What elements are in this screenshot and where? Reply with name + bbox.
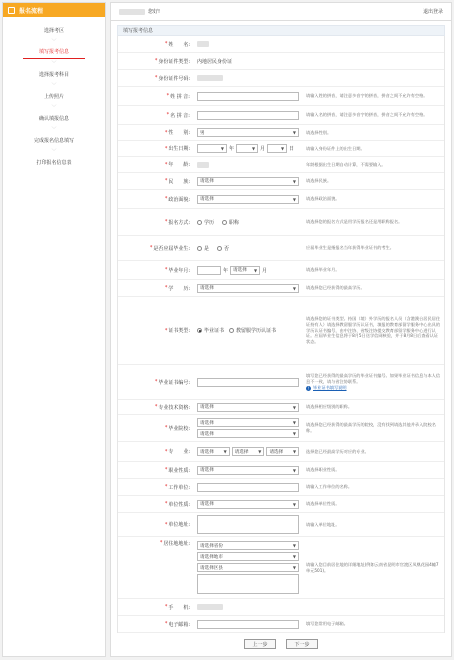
row-occupation: * 职业性质: 请选择 ▼ 请选择职业性质。 (118, 462, 444, 479)
chevron-down-icon: ﹀ (51, 104, 57, 111)
cert-overseas-radio[interactable]: 教留服学历认证书 (229, 327, 276, 334)
political-select[interactable]: 请选择 ▼ (197, 195, 299, 204)
employer-address-textarea[interactable] (197, 515, 299, 534)
row-id-number: * 身份证件号码: (118, 70, 444, 87)
cert-diploma-radio[interactable]: 毕业证书 (197, 327, 224, 334)
greeting: 您好! (119, 8, 160, 15)
row-employer-address: * 单位地址: 请输入单位地址。 (118, 513, 444, 537)
graduation-month-select[interactable]: 请选择 ▼ (230, 266, 260, 275)
birth-day-select[interactable] (267, 144, 287, 153)
row-given-pinyin: * 名 拼 音: 请输入名的拼音，请注意多音字的拼音，拼音之间不允许有空格。 (118, 106, 444, 125)
top-bar (111, 3, 451, 21)
row-gender: * 性 别: 男 ▼ 请选择性别。 (118, 125, 444, 141)
chevron-down-icon: ▼ (292, 285, 296, 291)
email-input[interactable] (197, 620, 299, 629)
sidebar-header (3, 3, 105, 17)
id-type-value: 内地居民身份证 (197, 58, 233, 65)
chevron-down-icon: ﹀ (51, 60, 57, 67)
apply-mode-education-radio[interactable]: 学历 (197, 219, 214, 226)
chevron-down-icon: ﹀ (51, 126, 57, 133)
given-pinyin-hint: 请输入名的拼音，请注意多音字的拼音，拼音之间不允许有空格。 (306, 112, 428, 118)
row-certificate-number: * 毕业证书编号: 填写您已经获得的最高学历的毕业证书编号。如果毕业证书信息与本人信息不一致，请与省注协联系。 ! 毕业证书填写说明 (118, 365, 444, 400)
row-residence: * 居住地地址: 请选择省份 ▼ 请选择地市 ▼ 请选择区县 ▼ 请输入您目前居住地的详细地址(例如云南省昆明市官渡区凤凰花园4幢7单元501)。 (118, 537, 444, 599)
chevron-down-icon: ▼ (292, 420, 296, 425)
step-list (3, 23, 105, 169)
major-class-select[interactable]: 请选择 ▼ (232, 447, 265, 456)
professional-title-select[interactable]: 请选择 ▼ (197, 403, 299, 412)
residence-district-select[interactable]: 请选择区县 ▼ (197, 563, 299, 572)
certificate-number-input[interactable] (197, 378, 299, 387)
residence-detail-textarea[interactable] (197, 574, 299, 594)
row-employer-type: * 单位性质: 请选择 ▼ 请选择单位性质。 (118, 496, 444, 513)
school-name-select[interactable]: 请选择 ▼ (197, 429, 299, 438)
step-confirm-info[interactable]: 确认填报信息 (38, 115, 69, 122)
row-certificate-type: * 证书类型: 毕业证书 教留服学历认证书 请选择您的证书类型。持国（境）外学历的报名人员（含港澳台居民居住证持有人）请选择教留服学历认证书，填报的教育部留学服务中心出具的学历认证书编号，由中注协、省级注协提交教育部留学服务中心进行认证。应届毕业生信息将于8月5日送学信网核验，并于8月8日后查看认证状态。 (118, 297, 444, 365)
residence-city-select[interactable]: 请选择地市 ▼ (197, 552, 299, 561)
row-name: * 姓 名: (118, 36, 444, 53)
certificate-help-link[interactable]: 毕业证书填写说明 (313, 385, 347, 391)
birth-year-select[interactable] (197, 144, 227, 153)
row-political: * 政治面貌: 请选择 ▼ 请选择政治面貌。 (118, 190, 444, 209)
employer-type-select[interactable]: 请选择 ▼ (197, 500, 299, 509)
main-panel (110, 2, 452, 657)
chevron-down-icon: ▼ (223, 449, 227, 454)
sidebar (2, 2, 106, 657)
apply-mode-title-radio[interactable]: 职称 (222, 219, 239, 226)
row-ethnic: * 民 族: 请选择 ▼ 请选择民族。 (118, 173, 444, 190)
chevron-down-icon: ▼ (292, 449, 297, 454)
chevron-down-icon: ▼ (251, 146, 256, 151)
chevron-down-icon: ▼ (280, 146, 285, 151)
row-email: * 电子邮箱: 填写您常用电子邮箱。 (118, 616, 444, 633)
registration-form (117, 36, 445, 633)
row-school: * 毕业院校: 请选择 ▼ 请选择 ▼ 请选择您已经获得的最高学历的院校，没有找到请选其他并录入院校名称。 (118, 415, 444, 442)
row-age: * 年 龄: 年龄根据出生日期自动计算，不需要输入。 (118, 157, 444, 173)
section-title: 填写报考信息 (117, 25, 445, 36)
redacted-mobile (197, 604, 223, 610)
chevron-down-icon: ﹀ (51, 82, 57, 89)
gender-select[interactable]: 男 ▼ (197, 128, 299, 137)
birth-month-select[interactable] (236, 144, 258, 153)
chevron-down-icon: ▼ (292, 130, 296, 135)
row-current-graduate: * 是否应届毕业生: 是 否 应届毕业生是指报名当年获得毕业证书的考生。 (118, 236, 444, 261)
chevron-down-icon: ▼ (253, 267, 258, 273)
chevron-down-icon: ▼ (258, 449, 262, 454)
redacted-name (197, 41, 209, 47)
row-professional-title: * 专业技术资格: 请选择 ▼ 请选择相应级别的职称。 (118, 400, 444, 415)
residence-province-select[interactable]: 请选择省份 ▼ (197, 541, 299, 550)
row-education: * 学 历: 请选择 ▼ 请选择您已经获得的最高学历。 (118, 280, 444, 297)
chevron-down-icon: ﹀ (51, 38, 57, 45)
row-birth-date: * 出生日期: ▼ 年 ▼ 月 ▼ 日 请输入身份证件上的出生日期。 (118, 141, 444, 157)
major-name-select[interactable]: 请选择 ▼ (266, 447, 299, 456)
row-mobile: * 手 机: (118, 599, 444, 616)
redacted-username (119, 9, 145, 15)
row-apply-mode: * 报名方式: 学历 职称 请选择您的报名方式是用学历报名还是用职称报名。 (118, 209, 444, 236)
step-print[interactable]: 打印报名信息表 (36, 159, 72, 166)
graduate-yes-radio[interactable]: 是 (197, 245, 209, 252)
prev-button[interactable]: 上一步 (244, 639, 276, 649)
redacted-id-number (197, 75, 223, 81)
info-icon: ! (307, 385, 310, 391)
row-graduation-date: * 毕业年月: 年 请选择 ▼ 月 请选择毕业年月。 (118, 261, 444, 280)
major-category-select[interactable]: 请选择 ▼ (197, 447, 230, 456)
chevron-down-icon: ▼ (292, 431, 296, 436)
step-select-subjects[interactable]: 选择报考科目 (38, 71, 69, 78)
chevron-down-icon: ﹀ (51, 148, 57, 155)
chevron-down-icon: ▼ (292, 501, 296, 507)
surname-pinyin-hint: 请输入姓的拼音，请注意多音字的拼音，拼音之间不允许有空格。 (306, 93, 428, 99)
chevron-down-icon: ▼ (292, 565, 296, 570)
step-complete[interactable]: 完成报名信息填写 (33, 137, 74, 144)
chevron-down-icon: ▼ (220, 146, 224, 151)
row-surname-pinyin: * 姓 拼 音: 请输入姓的拼音，请注意多音字的拼音，拼音之间不允许有空格。 (118, 87, 444, 106)
monitor-icon (8, 7, 15, 14)
chevron-down-icon: ▼ (292, 178, 296, 184)
chevron-down-icon: ▼ (292, 404, 296, 410)
employer-input[interactable] (197, 483, 299, 492)
graduation-year-input[interactable] (197, 266, 221, 275)
given-pinyin-input[interactable] (197, 111, 299, 120)
logout-link[interactable]: 退出登录 (422, 9, 443, 15)
next-button[interactable]: 下一步 (286, 639, 318, 649)
education-select[interactable]: 请选择 ▼ (197, 284, 299, 293)
school-province-select[interactable]: 请选择 ▼ (197, 418, 299, 427)
row-id-type: * 身份证件类型: 内地居民身份证 (118, 53, 444, 70)
ethnic-select[interactable]: 请选择 ▼ (197, 177, 299, 186)
button-bar (111, 639, 451, 649)
step-fill-info[interactable]: 填写报考信息 (23, 45, 85, 59)
row-major: * 专 业: 请选择 ▼ 请选择 ▼ 请选择 ▼ 选择您已经最高学历对应的专业。 (118, 442, 444, 462)
graduate-no-radio[interactable]: 否 (217, 245, 229, 252)
chevron-down-icon: ▼ (292, 543, 296, 548)
chevron-down-icon: ▼ (292, 467, 296, 473)
step-select-region[interactable]: 选择考区 (43, 27, 64, 34)
chevron-down-icon: ▼ (292, 554, 296, 559)
redacted-age (197, 162, 209, 168)
step-upload-photo[interactable]: 上传照片 (43, 93, 64, 100)
surname-pinyin-input[interactable] (197, 92, 299, 101)
row-employer: * 工作单位: 请输入工作单位的名称。 (118, 479, 444, 496)
chevron-down-icon: ▼ (292, 196, 296, 202)
occupation-select[interactable]: 请选择 ▼ (197, 466, 299, 475)
sidebar-title: 报名流程 (19, 7, 44, 15)
